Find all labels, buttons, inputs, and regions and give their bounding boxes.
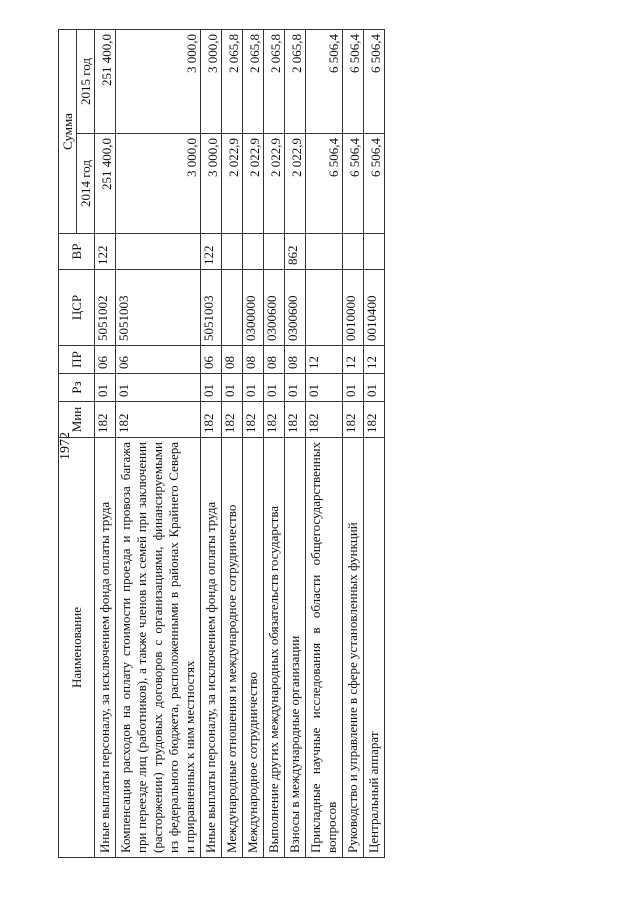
row-sum-2014: 3 000,0 xyxy=(116,134,201,234)
budget-table xyxy=(58,29,385,858)
table-row xyxy=(243,30,264,858)
header-year-2015: 2015 год xyxy=(77,30,95,134)
row-min: 182 xyxy=(364,402,385,438)
row-vr xyxy=(222,234,243,270)
row-pr: 06 xyxy=(116,346,201,374)
row-name: Руководство и управление в сфере установленных функций xyxy=(343,438,364,858)
row-csr: 0300600 xyxy=(285,270,306,346)
row-min: 182 xyxy=(222,402,243,438)
row-pr: 12 xyxy=(343,346,364,374)
row-name: Международные отношения и международное сотрудничество xyxy=(222,438,243,858)
row-sum-2014: 6 506,4 xyxy=(306,134,343,234)
row-vr: 122 xyxy=(95,234,116,270)
row-min: 182 xyxy=(243,402,264,438)
row-csr: 0300600 xyxy=(264,270,285,346)
row-rz: 01 xyxy=(343,374,364,402)
row-pr: 12 xyxy=(306,346,343,374)
row-sum-2014: 3 000,0 xyxy=(201,134,222,234)
row-sum-2015: 251 400,0 xyxy=(95,30,116,134)
table-row xyxy=(201,30,222,858)
row-min: 182 xyxy=(264,402,285,438)
table-row xyxy=(343,30,364,858)
row-sum-2014: 251 400,0 xyxy=(95,134,116,234)
row-pr: 08 xyxy=(285,346,306,374)
page-number: 1972 xyxy=(58,432,73,460)
row-pr: 08 xyxy=(264,346,285,374)
row-rz: 01 xyxy=(222,374,243,402)
row-csr: 5051003 xyxy=(201,270,222,346)
row-sum-2014: 2 022,9 xyxy=(222,134,243,234)
row-name: Взносы в международные организации xyxy=(285,438,306,858)
row-csr: 0010400 xyxy=(364,270,385,346)
row-vr xyxy=(116,234,201,270)
row-name: Центральный аппарат xyxy=(364,438,385,858)
row-vr: 862 xyxy=(285,234,306,270)
row-vr xyxy=(306,234,343,270)
row-vr xyxy=(364,234,385,270)
row-rz: 01 xyxy=(95,374,116,402)
row-rz: 01 xyxy=(116,374,201,402)
row-sum-2015: 2 065,8 xyxy=(285,30,306,134)
row-csr: 5051003 xyxy=(116,270,201,346)
row-sum-2015: 3 000,0 xyxy=(201,30,222,134)
row-min: 182 xyxy=(306,402,343,438)
row-rz: 01 xyxy=(306,374,343,402)
header-rz: Рз xyxy=(59,374,95,402)
row-name: Выполнение других международных обязательств государства xyxy=(264,438,285,858)
row-name: Иные выплаты персоналу, за исключением фонда оплаты труда xyxy=(201,438,222,858)
header-name: Наименование xyxy=(59,438,95,858)
row-pr: 12 xyxy=(364,346,385,374)
row-sum-2015: 6 506,4 xyxy=(343,30,364,134)
table-row xyxy=(222,30,243,858)
row-name: Иные выплаты персоналу, за исключением фонда оплаты труда xyxy=(95,438,116,858)
row-vr: 122 xyxy=(201,234,222,270)
row-rz: 01 xyxy=(243,374,264,402)
header-csr: ЦСР xyxy=(59,270,95,346)
row-sum-2014: 6 506,4 xyxy=(343,134,364,234)
row-vr xyxy=(243,234,264,270)
header-pr: ПР xyxy=(59,346,95,374)
header-min: Мин xyxy=(59,402,95,438)
row-sum-2014: 2 022,9 xyxy=(285,134,306,234)
row-rz: 01 xyxy=(264,374,285,402)
table-row xyxy=(285,30,306,858)
row-csr xyxy=(222,270,243,346)
row-rz: 01 xyxy=(201,374,222,402)
row-pr: 08 xyxy=(243,346,264,374)
table-row xyxy=(116,30,201,858)
header-sum: Сумма xyxy=(59,30,77,234)
table-row xyxy=(364,30,385,858)
header-year-2014: 2014 год xyxy=(77,134,95,234)
header-vr: ВР xyxy=(59,234,95,270)
row-min: 182 xyxy=(95,402,116,438)
row-sum-2015: 2 065,8 xyxy=(222,30,243,134)
row-pr: 06 xyxy=(201,346,222,374)
row-min: 182 xyxy=(285,402,306,438)
row-rz: 01 xyxy=(364,374,385,402)
row-csr: 5051002 xyxy=(95,270,116,346)
row-sum-2014: 6 506,4 xyxy=(364,134,385,234)
row-sum-2015: 2 065,8 xyxy=(264,30,285,134)
table-row xyxy=(264,30,285,858)
row-min: 182 xyxy=(116,402,201,438)
row-sum-2014: 2 022,9 xyxy=(264,134,285,234)
row-sum-2015: 6 506,4 xyxy=(306,30,343,134)
row-min: 182 xyxy=(343,402,364,438)
row-pr: 08 xyxy=(222,346,243,374)
row-name: Международное сотрудничество xyxy=(243,438,264,858)
row-csr: 0010000 xyxy=(343,270,364,346)
row-vr xyxy=(264,234,285,270)
row-sum-2015: 6 506,4 xyxy=(364,30,385,134)
table-row xyxy=(306,30,343,858)
row-csr: 0300000 xyxy=(243,270,264,346)
row-sum-2014: 2 022,9 xyxy=(243,134,264,234)
row-vr xyxy=(343,234,364,270)
table-row xyxy=(95,30,116,858)
row-sum-2015: 3 000,0 xyxy=(116,30,201,134)
row-pr: 06 xyxy=(95,346,116,374)
row-name: Компенсация расходов на оплату стоимости проезда и провоза багажа при переезде лиц (работников), а также членов их семей при заключении (расторжении) трудовых договоров с организациями, финансируемыми из федерального бюджета, расположенными в районах Крайнего Севера и приравненных к ним местностях xyxy=(116,438,201,858)
row-sum-2015: 2 065,8 xyxy=(243,30,264,134)
row-min: 182 xyxy=(201,402,222,438)
row-rz: 01 xyxy=(285,374,306,402)
row-csr xyxy=(306,270,343,346)
row-name: Прикладные научные исследования в области общегосударственных вопросов xyxy=(306,438,343,858)
